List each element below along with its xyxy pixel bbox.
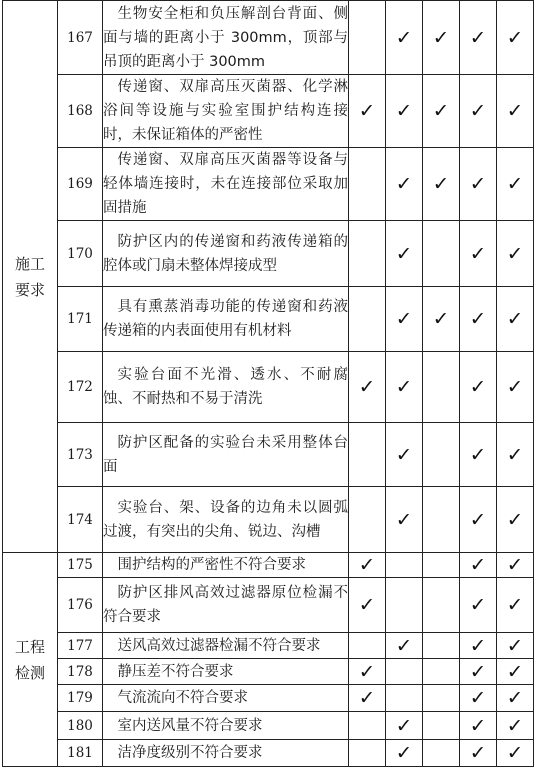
item-description (103, 423, 349, 487)
table-row (3, 221, 534, 287)
item-description-text: 洁净度级别不符合要求 (117, 745, 263, 761)
check-cell (460, 685, 497, 712)
check-cell (386, 685, 423, 712)
check-cell (349, 578, 386, 633)
checkmark-icon: ✓ (469, 594, 487, 616)
item-description-text: 实验台面不光滑、透水、不耐腐蚀、不耐热和不易于清洗 (103, 367, 348, 407)
item-description-text: 防护区内的传递窗和药液传递箱的腔体或门扇未整体焊接成型 (103, 233, 348, 274)
check-cell (423, 1, 460, 75)
checkmark-icon: ✓ (506, 242, 524, 265)
check-cell (349, 659, 386, 685)
item-description-text: 生物安全柜和负压解剖台背面、侧面与墙的距离小于 300mm，顶部与吊顶的距离小于 300mm (103, 5, 348, 70)
check-cell (423, 221, 460, 287)
item-number: 174 (58, 487, 103, 553)
check-cell (423, 423, 460, 487)
check-cell (460, 221, 497, 287)
checkmark-icon: ✓ (358, 687, 376, 709)
check-cell (349, 423, 386, 487)
checkmark-icon: ✓ (469, 26, 487, 49)
item-description-text: 围护结构的严密性不符合要求 (117, 557, 306, 573)
checkmark-icon: ✓ (432, 100, 450, 122)
checkmark-icon: ✓ (469, 554, 487, 576)
checkmark-icon: ✓ (395, 26, 413, 49)
item-description (103, 1, 349, 75)
checkmark-icon: ✓ (358, 660, 376, 683)
table-row (3, 1, 534, 75)
checkmark-icon: ✓ (395, 714, 413, 737)
checkmark-icon: ✓ (395, 242, 413, 265)
item-description (103, 221, 349, 287)
check-cell (349, 1, 386, 75)
check-cell (349, 287, 386, 352)
inspection-table (2, 0, 534, 767)
item-description-text: 实验台、架、设备的边角未以圆弧过渡，有突出的尖角、锐边、沟槽 (103, 499, 348, 540)
check-cell (386, 712, 423, 740)
checkmark-icon: ✓ (506, 100, 524, 122)
item-description-text: 送风高效过滤器检漏不符合要求 (117, 637, 321, 654)
item-number: 181 (58, 740, 103, 767)
check-cell (497, 553, 534, 578)
checkmark-icon: ✓ (506, 634, 524, 657)
check-cell (349, 352, 386, 423)
check-cell (423, 685, 460, 712)
checkmark-icon: ✓ (469, 742, 487, 764)
checkmark-icon: ✓ (469, 634, 487, 657)
checkmark-icon: ✓ (432, 26, 450, 49)
check-cell (423, 740, 460, 767)
check-cell (423, 578, 460, 633)
check-cell (460, 487, 497, 553)
check-cell (497, 633, 534, 659)
check-cell (349, 148, 386, 221)
check-cell (460, 553, 497, 578)
check-cell (497, 740, 534, 767)
checkmark-icon: ✓ (506, 687, 524, 709)
check-cell (386, 659, 423, 685)
checkmark-icon: ✓ (395, 742, 413, 764)
table-row (3, 633, 534, 659)
checkmark-icon: ✓ (358, 554, 376, 576)
checkmark-icon: ✓ (469, 443, 487, 466)
check-cell (460, 423, 497, 487)
check-cell (423, 287, 460, 352)
checkmark-icon: ✓ (469, 308, 487, 330)
check-cell (423, 75, 460, 148)
table-row (3, 487, 534, 553)
item-description (103, 553, 349, 578)
checkmark-icon: ✓ (395, 508, 413, 531)
table-row (3, 712, 534, 740)
item-number: 176 (58, 578, 103, 633)
item-description (103, 740, 349, 767)
table-row (3, 578, 534, 633)
check-cell (423, 633, 460, 659)
check-cell (423, 659, 460, 685)
checkmark-icon: ✓ (358, 376, 376, 398)
item-number: 171 (58, 287, 103, 352)
check-cell (460, 633, 497, 659)
item-number: 180 (58, 712, 103, 740)
check-cell (349, 740, 386, 767)
check-cell (349, 712, 386, 740)
item-description-text: 静压差不符合要求 (117, 663, 234, 680)
checkmark-icon: ✓ (506, 26, 524, 49)
check-cell (349, 685, 386, 712)
table-row (3, 148, 534, 221)
check-cell (460, 352, 497, 423)
check-cell (497, 423, 534, 487)
table-row (3, 423, 534, 487)
check-cell (423, 352, 460, 423)
check-cell (349, 487, 386, 553)
checkmark-icon: ✓ (506, 508, 524, 531)
item-description-text: 防护区配备的实验台未采用整体台面 (103, 434, 348, 475)
check-cell (497, 75, 534, 148)
checkmark-icon: ✓ (506, 308, 524, 330)
check-cell (460, 578, 497, 633)
checkmark-icon: ✓ (469, 714, 487, 737)
checkmark-icon: ✓ (395, 376, 413, 398)
item-number: 169 (58, 148, 103, 221)
check-cell (349, 221, 386, 287)
item-description (103, 659, 349, 685)
check-cell (386, 221, 423, 287)
check-cell (497, 287, 534, 352)
check-cell (423, 148, 460, 221)
item-number: 178 (58, 659, 103, 685)
check-cell (386, 352, 423, 423)
item-description-text: 气流流向不符合要求 (117, 690, 248, 706)
item-description-text: 室内送风量不符合要求 (117, 717, 263, 734)
item-description (103, 75, 349, 148)
check-cell (460, 148, 497, 221)
checkmark-icon: ✓ (506, 660, 524, 683)
check-cell (460, 740, 497, 767)
check-cell (386, 553, 423, 578)
checkmark-icon: ✓ (395, 443, 413, 466)
table-row (3, 685, 534, 712)
table-row (3, 352, 534, 423)
item-description (103, 148, 349, 221)
check-cell (423, 553, 460, 578)
checkmark-icon: ✓ (469, 687, 487, 709)
check-cell (386, 1, 423, 75)
check-cell (349, 75, 386, 148)
item-description (103, 633, 349, 659)
checkmark-icon: ✓ (506, 443, 524, 466)
item-description-text: 传递窗、双扉高压灭菌器等设备与轻体墙连接时，未在连接部位采取加固措施 (103, 152, 348, 216)
checkmark-icon: ✓ (358, 594, 376, 616)
check-cell (497, 148, 534, 221)
checkmark-icon: ✓ (506, 714, 524, 737)
checkmark-icon: ✓ (506, 376, 524, 398)
check-cell (386, 75, 423, 148)
item-number: 172 (58, 352, 103, 423)
item-description (103, 352, 349, 423)
item-number: 173 (58, 423, 103, 487)
checkmark-icon: ✓ (469, 660, 487, 683)
item-number: 177 (58, 633, 103, 659)
item-number: 175 (58, 553, 103, 578)
check-cell (497, 1, 534, 75)
check-cell (497, 659, 534, 685)
check-cell (497, 352, 534, 423)
table-row (3, 659, 534, 685)
table-row (3, 287, 534, 352)
checkmark-icon: ✓ (506, 742, 524, 764)
check-cell (460, 659, 497, 685)
check-cell (386, 148, 423, 221)
checkmark-icon: ✓ (358, 100, 376, 122)
item-number: 179 (58, 685, 103, 712)
check-cell (349, 633, 386, 659)
checkmark-icon: ✓ (469, 508, 487, 531)
checkmark-icon: ✓ (506, 594, 524, 616)
checkmark-icon: ✓ (395, 308, 413, 330)
checkmark-icon: ✓ (469, 173, 487, 195)
check-cell (386, 287, 423, 352)
table-row (3, 740, 534, 767)
item-description-text: 具有熏蒸消毒功能的传递窗和药液传递箱的内表面使用有机材料 (103, 299, 348, 339)
check-cell (423, 487, 460, 553)
check-cell (460, 287, 497, 352)
check-cell (386, 487, 423, 553)
check-cell (497, 712, 534, 740)
check-cell (460, 712, 497, 740)
item-number: 168 (58, 75, 103, 148)
check-cell (349, 553, 386, 578)
check-cell (497, 487, 534, 553)
table-row (3, 75, 534, 148)
check-cell (460, 1, 497, 75)
check-cell (497, 578, 534, 633)
item-description (103, 712, 349, 740)
item-description (103, 685, 349, 712)
check-cell (386, 633, 423, 659)
item-description-text: 防护区排风高效过滤器原位检漏不符合要求 (103, 585, 348, 625)
check-cell (497, 685, 534, 712)
checkmark-icon: ✓ (395, 634, 413, 657)
check-cell (423, 712, 460, 740)
table-row (3, 553, 534, 578)
checkmark-icon: ✓ (506, 554, 524, 576)
checkmark-icon: ✓ (469, 100, 487, 122)
item-description (103, 287, 349, 352)
checkmark-icon: ✓ (395, 173, 413, 195)
item-number: 170 (58, 221, 103, 287)
check-cell (460, 75, 497, 148)
item-description-text: 传递窗、双扉高压灭菌器、化学淋浴间等设施与实验室围护结构连接时，未保证箱体的严密性 (103, 79, 348, 143)
check-cell (386, 740, 423, 767)
checkmark-icon: ✓ (432, 173, 450, 195)
check-cell (386, 578, 423, 633)
item-description (103, 487, 349, 553)
checkmark-icon: ✓ (469, 376, 487, 398)
checkmark-icon: ✓ (395, 100, 413, 122)
check-cell (386, 423, 423, 487)
category-cell: 施工 要求 (3, 1, 58, 553)
checkmark-icon: ✓ (469, 242, 487, 265)
category-cell: 工程 检测 (3, 553, 58, 767)
item-number: 167 (58, 1, 103, 75)
checkmark-icon: ✓ (506, 173, 524, 195)
check-cell (497, 221, 534, 287)
checkmark-icon: ✓ (432, 308, 450, 330)
item-description (103, 578, 349, 633)
